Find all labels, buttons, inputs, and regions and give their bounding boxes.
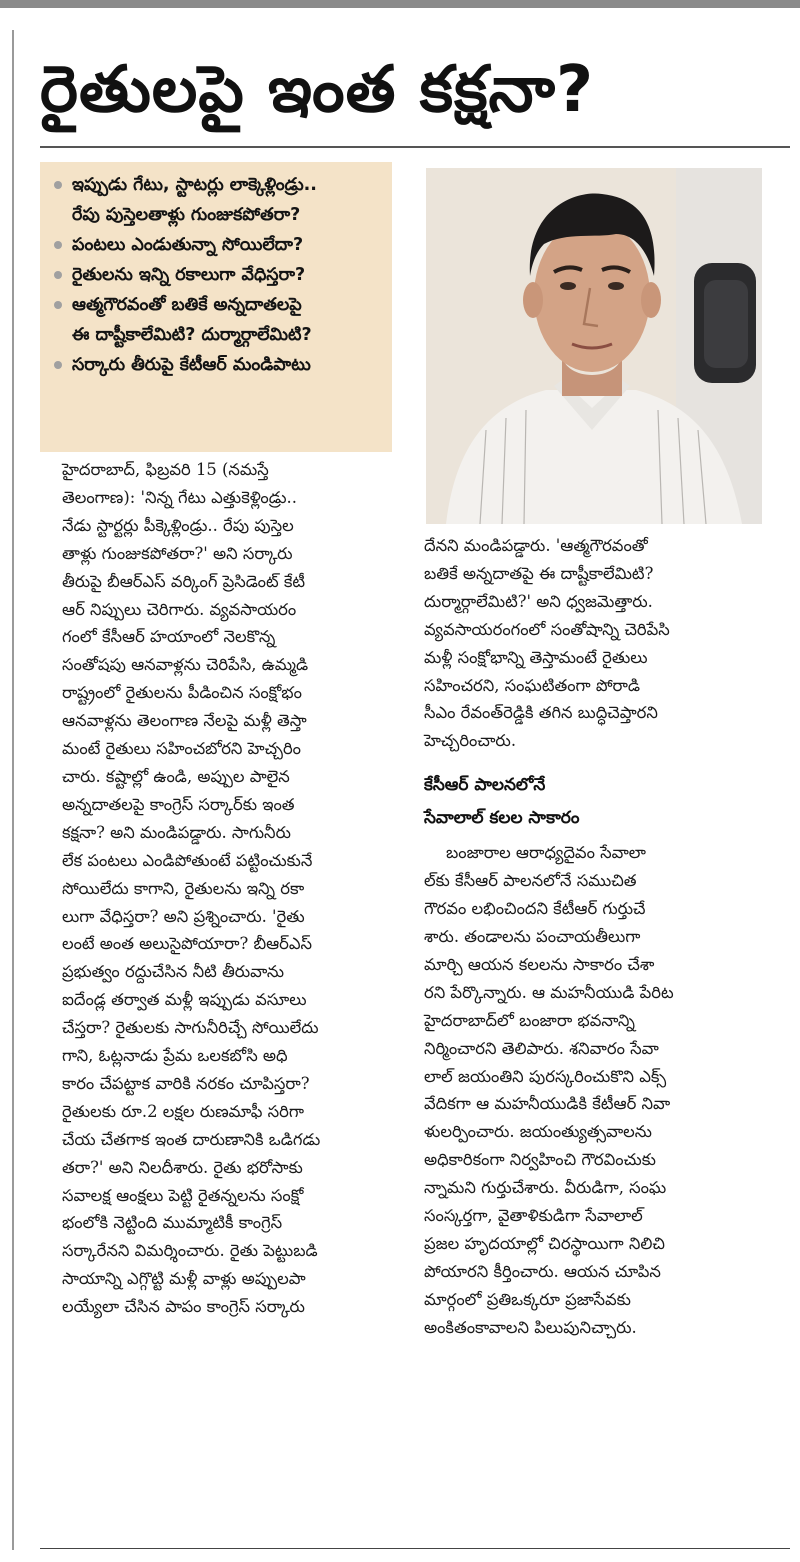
highlight-item bbox=[50, 290, 384, 350]
text-line: మార్చి ఆయన కలలను సాకారం చేశా bbox=[424, 954, 655, 974]
text-line: పోయారని కీర్తించారు. ఆయన చూపిన bbox=[424, 1261, 661, 1281]
text-line: చేస్తరా? రైతులకు సాగునీరిచ్చే సోయిలేదు bbox=[62, 1018, 319, 1038]
text-line: సాయాన్ని ఎగ్గొట్టి మళ్లీ వాళ్లు అప్పులపా bbox=[62, 1269, 306, 1289]
text-line: వేదికగా ఆ మహనీయుడికి కేటీఆర్ నివా bbox=[424, 1094, 671, 1114]
text-line: చారు. కష్టాల్లో ఉండి, అప్పుల పాలైన bbox=[62, 766, 290, 786]
text-line: ఆనవాళ్లను తెలంగాణ నేలపై మళ్లీ తెస్తా bbox=[62, 711, 307, 731]
text-line: రైతులకు రూ.2 లక్షల రుణమాఫీ సరిగా bbox=[62, 1101, 304, 1121]
text-line: లయ్యేలా చేసిన పాపం కాంగ్రెస్ సర్కారు bbox=[62, 1297, 305, 1317]
text-line: మంటే రైతులు సహించబోరని హెచ్చరిం bbox=[62, 739, 301, 759]
text-line: భంలోకి నెట్టింది ముమ్మాటికీ కాంగ్రెస్ bbox=[62, 1213, 283, 1233]
text-line: సర్కారేనని విమర్శించారు. రైతు పెట్టుబడి bbox=[62, 1241, 318, 1261]
text-line: సంస్కర్తగా, వైతాళికుడిగా సేవాలాల్ bbox=[424, 1206, 643, 1226]
text-line: ఐదేండ్ల తర్వాత మళ్లీ ఇప్పుడు వసూలు bbox=[62, 990, 307, 1010]
text-line: లాల్ జయంతిని పురస్కరించుకొని ఎక్స్ bbox=[424, 1066, 667, 1086]
highlights-box bbox=[40, 162, 392, 452]
text-line: గాని, ఓట్లనాడు ప్రేమ ఒలకబోసి అధి bbox=[62, 1046, 288, 1066]
text-line: శారు. తండాలను పంచాయతీలుగా bbox=[424, 926, 641, 946]
highlight-item bbox=[50, 260, 384, 290]
highlight-item bbox=[50, 350, 384, 380]
highlight-line: రేపు పుస్తెలతాళ్లు గుంజుకపోతరా? bbox=[72, 205, 301, 225]
text-line: సీఎం రేవంత్‌రెడ్డికి తగిన బుద్ధిచెప్తారని bbox=[424, 703, 658, 723]
text-line: నిర్మించారని తెలిపారు. శనివారం సేవా bbox=[424, 1038, 659, 1058]
subheading bbox=[424, 769, 774, 835]
text-line: సహించరని, సంఘటితంగా పోరాడి bbox=[424, 675, 641, 695]
text-line: అంకితంకావాలని పిలుపునిచ్చారు. bbox=[424, 1317, 637, 1337]
text-line: సోయిలేదు కాగాని, రైతులను ఇన్ని రకా bbox=[62, 878, 305, 898]
article-column-right bbox=[424, 532, 774, 1342]
article-paragraph-2 bbox=[424, 839, 774, 1341]
text-line: లుగా వేధిస్తరా? అని ప్రశ్నించారు. 'రైతు bbox=[62, 906, 305, 926]
highlight-line: ఇప్పుడు గేటు, స్టాటర్లు లాక్కెళ్లిండ్రు.. bbox=[72, 175, 317, 195]
text-line: అన్నదాతలపై కాంగ్రెస్ సర్కార్‌కు ఇంత bbox=[62, 794, 295, 814]
highlight-line: ఈ దాష్టీకాలేమిటి? దుర్మార్గాలేమిటి? bbox=[72, 325, 312, 345]
text-line: హైదరాబాద్, ఫిబ్రవరి 15 (నమస్తే bbox=[62, 460, 269, 479]
text-line: ల్‌కు కేసీఆర్ పాలనలోనే సముచిత bbox=[424, 871, 637, 891]
highlight-line: సర్కారు తీరుపై కేటీఆర్ మండిపాటు bbox=[72, 355, 311, 375]
text-line: వ్యవసాయరంగంలో సంతోషాన్ని చెరిపేసి bbox=[424, 619, 670, 639]
article-paragraph-1 bbox=[40, 456, 392, 1321]
text-line: హెచ్చరించారు. bbox=[424, 731, 517, 751]
headline-rule bbox=[40, 146, 790, 148]
text-line: దేనని మండిపడ్డారు. 'ఆత్మగౌరవంతో bbox=[424, 536, 648, 555]
text-line: ఆర్ నిప్పులు చెరిగారు. వ్యవసాయరం bbox=[62, 599, 297, 619]
text-line: ళులర్పించారు. జయంత్యుత్సవాలను bbox=[424, 1122, 652, 1142]
text-line: మళ్లీ సంక్షోభాన్ని తెస్తామంటే రైతులు bbox=[424, 647, 648, 667]
text-line: సవాలక్ష ఆంక్షలు పెట్టి రైతన్నలను సంక్షో bbox=[62, 1185, 304, 1205]
highlight-line: రైతులను ఇన్ని రకాలుగా వేధిస్తరా? bbox=[72, 265, 306, 285]
text-line: లంటే అంత అలుసైపోయారా? బీఆర్ఎస్ bbox=[62, 934, 313, 954]
text-line: బతికే అన్నదాతపై ఈ దాష్టీకాలేమిటి? bbox=[424, 563, 654, 583]
text-line: చేయ చేతగాక ఇంత దారుణానికి ఒడిగడు bbox=[62, 1129, 321, 1149]
bottom-rule bbox=[40, 1548, 790, 1549]
text-line: అధికారికంగా నిర్వహించి గౌరవించుకు bbox=[424, 1150, 656, 1170]
text-line: కక్షనా? అని మండిపడ్డారు. సాగునీరు bbox=[62, 822, 291, 842]
text-line: మార్గంలో ప్రతిఒక్కరూ ప్రజాసేవకు bbox=[424, 1289, 631, 1309]
text-line: నేడు స్టార్టర్లు పీక్కెళ్లిండ్రు.. రేపు పుస్తెల bbox=[62, 515, 294, 535]
text-line: హైదరాబాద్‌లో బంజారా భవనాన్ని bbox=[424, 1010, 635, 1030]
text-line: గౌరవం లభించిందని కేటీఆర్ గుర్తుచే bbox=[424, 899, 646, 919]
highlight-item bbox=[50, 170, 384, 230]
text-line: తరా?' అని నిలదీశారు. రైతు భరోసాకు bbox=[62, 1157, 303, 1177]
left-border-rule bbox=[12, 30, 14, 1550]
article-paragraph-continued bbox=[424, 532, 774, 755]
subheading-line: కేసీఆర్ పాలనలోనే bbox=[424, 775, 546, 796]
text-line: ప్రభుత్వం రద్దుచేసిన నీటి తీరువాను bbox=[62, 962, 285, 982]
text-line: రని పేర్కొన్నారు. ఆ మహనీయుడి పేరిట bbox=[424, 982, 674, 1002]
highlight-item bbox=[50, 230, 384, 260]
text-line: న్నామని గుర్తుచేశారు. వీరుడిగా, సంఘ bbox=[424, 1178, 667, 1198]
text-line: తాళ్లు గుంజుకపోతరా?' అని సర్కారు bbox=[62, 543, 293, 563]
text-line: గంలో కేసీఆర్ హయాంలో నెలకొన్న bbox=[62, 627, 276, 647]
portrait-illustration bbox=[426, 168, 762, 524]
text-line: తీరుపై బీఆర్ఎస్ వర్కింగ్ ప్రెసిడెంట్ కేటీ bbox=[62, 571, 306, 591]
article-column-left bbox=[40, 456, 392, 1321]
headline: రైతులపై ఇంత కక్షనా? bbox=[40, 53, 595, 127]
text-line: సంతోషపు ఆనవాళ్లను చెరిపేసి, ఉమ్మడి bbox=[62, 655, 309, 675]
highlight-line: ఆత్మగౌరవంతో బతికే అన్నదాతలపై bbox=[72, 295, 302, 315]
ktr-portrait-photo bbox=[426, 168, 762, 524]
text-line: బంజారాల ఆరాధ్యదైవం సేవాలా bbox=[446, 843, 646, 863]
top-border-rule bbox=[0, 0, 800, 8]
text-line: లేక పంటలు ఎండిపోతుంటే పట్టించుకునే bbox=[62, 850, 313, 870]
text-line: తెలంగాణ): 'నిన్న గేటు ఎత్తుకెళ్లిండ్రు.. bbox=[62, 487, 297, 507]
text-line: రాష్ట్రంలో రైతులను పీడించిన సంక్షోభం bbox=[62, 683, 302, 703]
subheading-line: సేవాలాల్ కలల సాకారం bbox=[424, 808, 580, 829]
highlight-line: పంటలు ఎండుతున్నా సోయిలేదా? bbox=[72, 235, 304, 255]
text-line: ప్రజల హృదయాల్లో చిరస్థాయిగా నిలిచి bbox=[424, 1233, 665, 1253]
text-line: కారం చేపట్టాక వారికి నరకం చూపిస్తరా? bbox=[62, 1073, 310, 1093]
text-line: దుర్మార్గాలేమిటి?' అని ధ్వజమెత్తారు. bbox=[424, 591, 653, 611]
